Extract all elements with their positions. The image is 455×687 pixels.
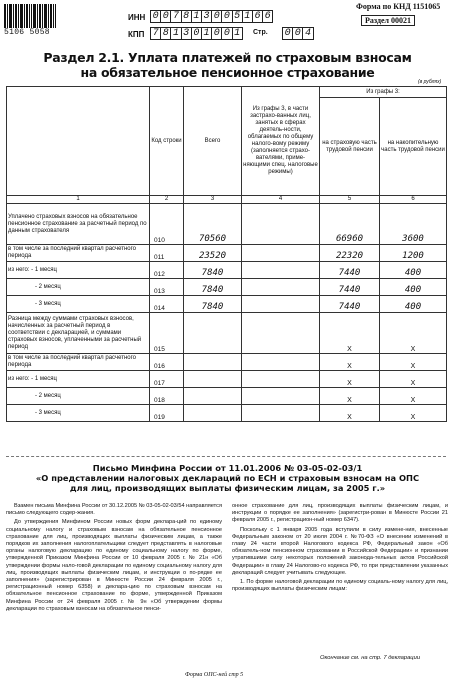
special-regime-value [242,204,320,245]
accumulative-part-value: 3600 [380,204,447,245]
accumulative-part-value: X [380,405,447,422]
kpp-digit-cell: 1 [201,27,212,40]
total-value: 7840 [184,296,242,313]
kpp-digit-cell: 3 [181,27,192,40]
letter-paragraph: Поскольку с 1 января 2005 года вступили в силу измене-ния, внесенные Федеральным законом от 20 июля 2004 г. №70-ФЗ «О внесении изменений в главу 24 части второй Налогового кодекса РФ, Федеральный закон «Об обязатель-ном пенсионном страховании в Российской Федерации» и признании утратившими силу некоторых положений законода-тельных актов Российской Федерации» в главу 24 Налогово-го кодекса РФ, то при представлении указанных деклараций следует учитывать следующее. [232,526,448,576]
letter-paragraph: 1. По форме налоговой декларации по единому социаль-ному налогу для лиц, производящих выплаты физическим лицам: [232,579,448,593]
inn-digit-cell: 1 [242,10,253,23]
row-code: 019 [150,405,184,422]
header-insurance-part: на страховую часть трудовой пенсии [320,98,380,196]
header-code: Код строки [150,87,184,196]
inn-label: ИНН [128,13,146,22]
payments-table [6,86,446,422]
special-regime-value [242,371,320,388]
col-number: 4 [242,196,320,204]
accumulative-part-value: X [380,313,447,354]
page-digit-cell: 0 [282,27,293,40]
inn-digit-cell: 0 [211,10,222,23]
special-regime-value [242,262,320,279]
row-name: из него: - 1 месяц [7,262,150,279]
unit-note: (в рублях) [418,79,442,85]
insurance-part-value: 7440 [320,262,380,279]
barcode-number: 5106 5058 [4,28,50,37]
accumulative-part-value: 400 [380,279,447,296]
row-name: в том числе за последний квартал расчетного периода [7,354,150,371]
inn-digit-cell: 0 [150,10,161,23]
page-digit-cell: 4 [302,27,313,40]
inn-digit-cell: 0 [160,10,171,23]
row-name: - 2 месяц [7,388,150,405]
total-value [184,313,242,354]
kpp-label: КПП [128,30,145,39]
col-number: 1 [7,196,150,204]
letter-title-line2: «О представлении налоговых деклараций по ЕСН и страховым взносам на ОПС [35,473,420,483]
inn-digit-cell: 3 [201,10,212,23]
col-number: 5 [320,196,380,204]
table-row [7,279,447,296]
letter-title-line3: для лиц, производящих выплаты физическим лицам, за 2005 г.» [69,483,386,493]
row-code: 018 [150,388,184,405]
row-code: 017 [150,371,184,388]
table-row [7,405,447,422]
accumulative-part-value: 1200 [380,245,447,262]
insurance-part-value: X [320,405,380,422]
special-regime-value [242,405,320,422]
total-value: 23520 [184,245,242,262]
row-name: из него: - 1 месяц [7,371,150,388]
page-label: Стр. [253,29,268,36]
kpp-digit-cell: 7 [150,27,161,40]
insurance-part-value: 66960 [320,204,380,245]
kpp-digit-cell: 8 [160,27,171,40]
row-name: Уплачено страховых взносов на обязательное пенсионное страхование за расчетный период по данным страхователя [7,204,150,245]
section-title-line2: на обязательное пенсионное страхование [80,65,375,80]
accumulative-part-value: X [380,354,447,371]
row-code: 015 [150,313,184,354]
row-code: 012 [150,262,184,279]
inn-cells [150,10,272,23]
total-value [184,388,242,405]
table-row [7,371,447,388]
insurance-part-value: X [320,354,380,371]
table-row [7,354,447,371]
total-value [184,354,242,371]
letter-title-line1: Письмо Минфина России от 11.01.2006 № 03-05-02-03/1 [92,463,363,473]
insurance-part-value: 22320 [320,245,380,262]
header-special-regime: Из графы 3, в части застрахо-ванных лиц, занятых в сферах деятель-ности, облагаемых по общему налого-вому режиму (заполняется страхо-вателями, приме-няющими спец. налоговые режимы) [242,87,320,196]
letter-paragraph: Взамен письма Минфина России от 30.12.2005 № 03-05-02-03/54 направляется письмо следующего содер-жания. [6,503,222,517]
row-code: 014 [150,296,184,313]
row-code: 013 [150,279,184,296]
section-code-box: Раздел 00021 [361,15,415,26]
insurance-part-value: X [320,371,380,388]
inn-digit-cell: 0 [221,10,232,23]
insurance-part-value: X [320,313,380,354]
letter-paragraph: До утверждения Минфином России новых форм деклара-ций по единому социальному налогу и страховым взносам на обязательное пенсионное страхование для лиц, производящих выплаты физическим лицам, а также порядков их заполнения налогоплательщики следует представлять в налоговые органы налоговую декларацию по единому социальному налогу по форме, утвержденной Приказом Минфина России от 10 февраля 2005 г. № 21н «Об утверждении формы нало-говой декларации по единому социальному налогу для лиц, производящих выплаты физическим лицам, и инструкции о по-рядке ее заполнения» (зарегистрирован в Минюсте России 24 февраля 2005 г., регистрационный номер 6358) и деклара-цию по страховым взносам на обязательное пенсионное страхование по форме, утвержденной Приказом Минфина России от 24 февраля 2005 г. № 9н «Об утверждении формы декларации по страховым взносам на обязательное пенси- [6,519,222,612]
table-row [7,296,447,313]
inn-digit-cell: 7 [170,10,181,23]
page-digit-cell: 0 [292,27,303,40]
header-of-column3: Из графы 3: [320,87,447,98]
row-name: Разница между суммами страховых взносов, начисленных за расчетный период в соответствии с декларацией, и суммами страховых взносов, уплаченными за расчетный период [7,313,150,354]
page-footer: Форма ОПС-ней стр 5 [185,672,244,678]
continued-note: Окончание см. на стр. 7 декларации [320,655,421,661]
row-code: 011 [150,245,184,262]
kpp-digit-cell: 0 [191,27,202,40]
special-regime-value [242,296,320,313]
section-title [0,50,455,80]
form-code: Форма по КНД 1151065 [356,2,441,11]
table-row [7,204,447,245]
inn-digit-cell: 1 [191,10,202,23]
letter-title [0,463,455,493]
inn-digit-cell: 6 [262,10,273,23]
special-regime-value [242,388,320,405]
total-value: 7840 [184,262,242,279]
accumulative-part-value: X [380,371,447,388]
header-accumulative-part: на накопительную часть трудовой пенсии [380,98,447,196]
table-row [7,388,447,405]
special-regime-value [242,313,320,354]
row-name: - 3 месяц [7,405,150,422]
row-name: в том числе за последний квартал расчетного периода [7,245,150,262]
total-value: 70560 [184,204,242,245]
barcode-image [4,4,56,28]
letter-left-column [6,503,222,615]
col-number: 2 [150,196,184,204]
page-number-cells [282,27,313,40]
accumulative-part-value: 400 [380,262,447,279]
table-row [7,262,447,279]
insurance-part-value: 7440 [320,279,380,296]
insurance-part-value: 7440 [320,296,380,313]
kpp-digit-cell: 1 [170,27,181,40]
inn-digit-cell: 6 [252,10,263,23]
kpp-digit-cell: 0 [211,27,222,40]
row-name: - 2 месяц [7,279,150,296]
col-number: 6 [380,196,447,204]
letter-right-column [232,503,448,595]
table-row [7,313,447,354]
total-value: 7840 [184,279,242,296]
row-code: 016 [150,354,184,371]
col-number: 3 [184,196,242,204]
section-title-line1: Раздел 2.1. Уплата платежей по страховым взносам [43,50,412,65]
row-code: 010 [150,204,184,245]
special-regime-value [242,245,320,262]
insurance-part-value: X [320,388,380,405]
total-value [184,405,242,422]
inn-digit-cell: 8 [181,10,192,23]
header-name-cell [7,87,150,196]
table-row [7,245,447,262]
row-name: - 3 месяц [7,296,150,313]
accumulative-part-value: X [380,388,447,405]
special-regime-value [242,354,320,371]
inn-digit-cell: 5 [232,10,243,23]
divider [6,456,446,457]
kpp-digit-cell: 1 [232,27,243,40]
letter-paragraph: онное страхование для лиц, производящих выплаты физическим лицам, и инструкции о порядке ее заполнения» (зарегистри-рован в Минюсте России 21 февраля 2005 г., регистрацион-ный номер 6347). [232,503,448,524]
header-total: Всего [184,87,242,196]
accumulative-part-value: 400 [380,296,447,313]
total-value [184,371,242,388]
kpp-cells [150,27,242,40]
kpp-digit-cell: 0 [221,27,232,40]
special-regime-value [242,279,320,296]
